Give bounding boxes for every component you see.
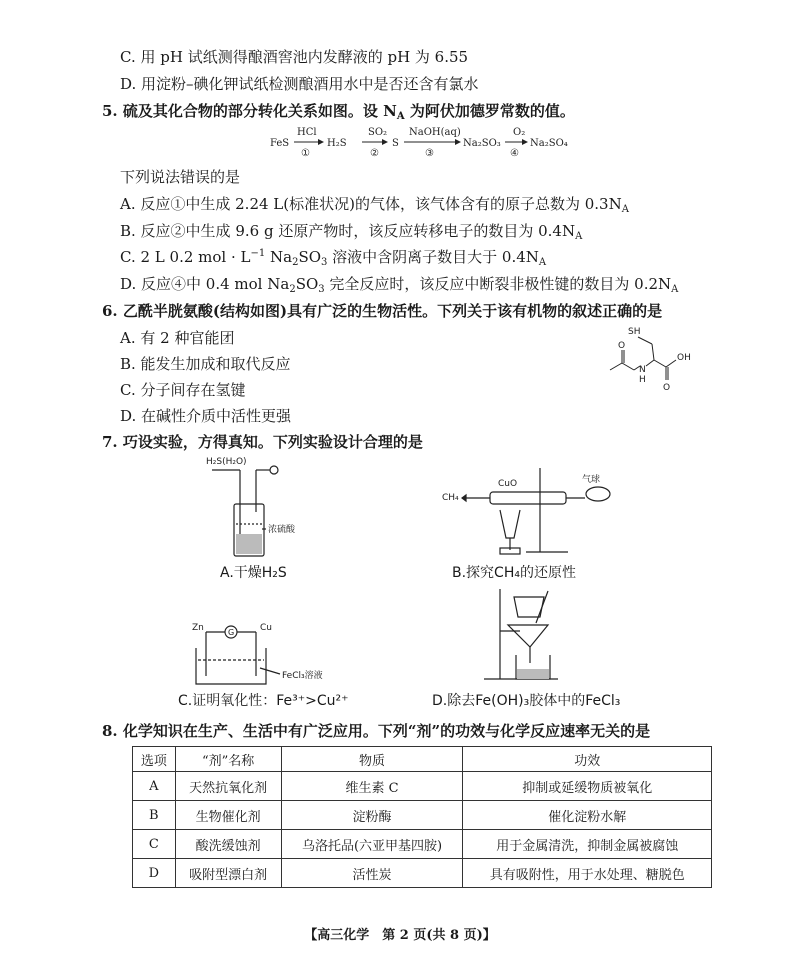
label-h2s-gas: H₂S(H₂O) bbox=[206, 457, 247, 467]
figure-b-ch4-apparatus bbox=[440, 462, 620, 562]
product-na2so3: Na₂SO₃ bbox=[463, 138, 501, 149]
figure-c-galvanic-cell bbox=[190, 618, 330, 688]
atom-o-carbonyl: O bbox=[618, 341, 626, 351]
label-cuo: CuO bbox=[498, 479, 518, 489]
caption-figure-c: C.证明氧化性：Fe³⁺>Cu²⁺ bbox=[178, 693, 349, 709]
option-6b: B. 能发生加成和取代反应 bbox=[120, 355, 291, 373]
option-5d: D. 反应④中 0.4 mol $Na_2SO_3$ 完全反应时，该反应中断裂非极性键的数目为 $0.2N_A$ bbox=[120, 275, 679, 295]
table-cell: 生物催化剂 bbox=[175, 801, 281, 830]
label-zn: Zn bbox=[192, 623, 204, 633]
galvanometer-g: G bbox=[228, 628, 235, 637]
question-7-stem: 7. 巧设实验，方得真知。下列实验设计合理的是 bbox=[102, 433, 423, 451]
label-conc-sulfuric-acid: 浓硫酸 bbox=[268, 525, 296, 535]
label-fecl3-solution: FeCl₃溶液 bbox=[282, 671, 323, 681]
table-cell: 催化淀粉水解 bbox=[463, 801, 712, 830]
caption-figure-a: A.干燥H₂S bbox=[220, 565, 287, 581]
question-8-stem: 8. 化学知识在生产、生活中有广泛应用。下列“剂”的功效与化学反应速率无关的是 bbox=[102, 722, 651, 740]
step-3-label: ③ bbox=[425, 148, 434, 159]
step-2-label: ② bbox=[370, 148, 379, 159]
atom-o-acid: O bbox=[663, 383, 671, 393]
table-row bbox=[133, 801, 712, 830]
table-row bbox=[133, 830, 712, 859]
reagent-o2: O₂ bbox=[513, 127, 526, 138]
page-footer: 【高三化学 第 2 页(共 8 页)】 bbox=[304, 928, 496, 943]
question-5-ask: 下列说法错误的是 bbox=[120, 168, 241, 186]
table-cell: D bbox=[133, 859, 176, 888]
table-cell: 淀粉酶 bbox=[281, 801, 463, 830]
caption-figure-d: D.除去Fe(OH)₃胶体中的FeCl₃ bbox=[432, 693, 621, 709]
product-h2s: H₂S bbox=[327, 138, 347, 149]
table-header-cell: 功效 bbox=[463, 747, 712, 772]
table-row bbox=[133, 859, 712, 888]
reagent-so2: SO₂ bbox=[368, 127, 388, 138]
option-4c: C. 用 pH 试纸测得酿酒窖池内发酵液的 pH 为 6.55 bbox=[120, 48, 469, 66]
question-6-stem: 6. 乙酰半胱氨酸(结构如图)具有广泛的生物活性。下列关于该有机物的叙述正确的是 bbox=[102, 302, 663, 320]
q8-options-table bbox=[132, 746, 712, 888]
table-row bbox=[133, 772, 712, 801]
table-cell: 吸附型漂白剂 bbox=[175, 859, 281, 888]
step-4-label: ④ bbox=[510, 148, 519, 159]
table-cell: 活性炭 bbox=[281, 859, 463, 888]
table-cell: C bbox=[133, 830, 176, 859]
table-cell: 用于金属清洗，抑制金属被腐蚀 bbox=[463, 830, 712, 859]
table-cell: 具有吸附性，用于水处理、糖脱色 bbox=[463, 859, 712, 888]
option-6c: C. 分子间存在氢键 bbox=[120, 381, 246, 399]
option-4d: D. 用淀粉–碘化钾试纸检测酿酒用水中是否还含有氯水 bbox=[120, 75, 479, 93]
table-cell: 乌洛托品(六亚甲基四胺) bbox=[281, 830, 463, 859]
table-cell: 天然抗氧化剂 bbox=[175, 772, 281, 801]
reactant-fes: FeS bbox=[270, 138, 290, 149]
reagent-hcl: HCl bbox=[297, 127, 317, 138]
table-cell: A bbox=[133, 772, 176, 801]
product-na2so4: Na₂SO₄ bbox=[530, 138, 568, 149]
table-header-cell: “剂”名称 bbox=[175, 747, 281, 772]
atom-h: H bbox=[639, 375, 646, 385]
atom-sh: SH bbox=[628, 327, 641, 337]
table-cell: 酸洗缓蚀剂 bbox=[175, 830, 281, 859]
label-ch4: CH₄ bbox=[442, 493, 459, 503]
option-6d: D. 在碱性介质中活性更强 bbox=[120, 407, 292, 425]
label-balloon: 气球 bbox=[582, 475, 601, 485]
label-cu: Cu bbox=[260, 623, 272, 633]
option-6a: A. 有 2 种官能团 bbox=[120, 329, 235, 347]
question-5-stem: 5. 硫及其化合物的部分转化关系如图。设 $N_A$ 为阿伏加德罗常数的值。 bbox=[102, 102, 575, 122]
caption-figure-b: B.探究CH₄的还原性 bbox=[452, 565, 576, 581]
reaction-scheme bbox=[270, 125, 568, 161]
option-5c: C. 2 L 0.2 mol · $L^{-1}$ $Na_2SO_3$ 溶液中含阴离子数目大于 $0.4N_A$ bbox=[120, 248, 547, 268]
atom-n: N bbox=[639, 365, 646, 375]
table-header-cell: 物质 bbox=[281, 747, 463, 772]
atom-oh: OH bbox=[677, 353, 691, 363]
table-cell: B bbox=[133, 801, 176, 830]
table-cell: 维生素 C bbox=[281, 772, 463, 801]
figure-a-drying-bottle bbox=[200, 452, 310, 562]
table-header-cell: 选项 bbox=[133, 747, 176, 772]
figure-d-filtration bbox=[478, 585, 588, 685]
step-1-label: ① bbox=[301, 148, 310, 159]
option-5a: A. 反应①中生成 2.24 L(标准状况)的气体，该气体含有的原子总数为 $0.3N_A$ bbox=[120, 195, 629, 215]
reagent-naoh: NaOH(aq) bbox=[409, 127, 461, 138]
option-5b: B. 反应②中生成 9.6 g 还原产物时，该反应转移电子的数目为 $0.4N_A$ bbox=[120, 222, 583, 242]
product-s: S bbox=[392, 138, 399, 149]
acetylcysteine-structure bbox=[600, 320, 700, 400]
table-cell: 抑制或延缓物质被氧化 bbox=[463, 772, 712, 801]
table-header-row bbox=[133, 747, 712, 772]
